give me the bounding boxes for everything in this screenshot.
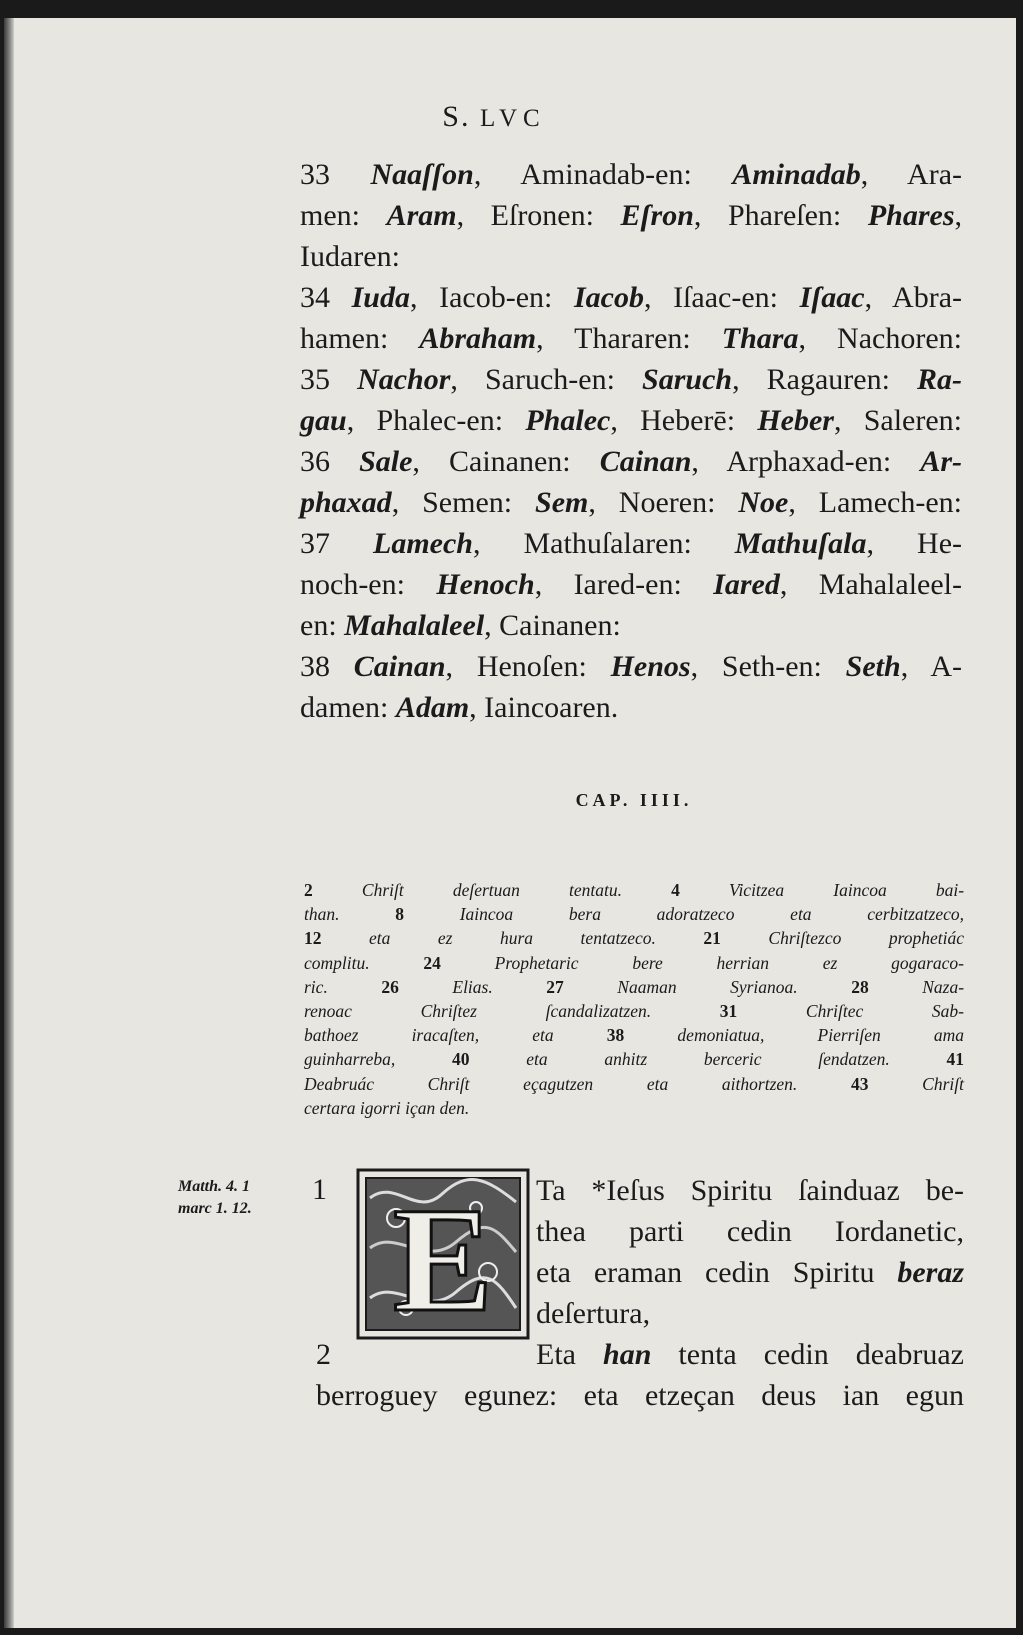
- summary-run: complitu.: [304, 952, 424, 973]
- text-run: Thara: [721, 322, 799, 355]
- text-line: [300, 564, 962, 605]
- text-run: , Iſaac-en:: [643, 281, 800, 314]
- book-page: [4, 18, 1016, 1628]
- text-run: , Cainanen:: [412, 445, 600, 478]
- text-run: , Seth-en:: [690, 650, 846, 683]
- text-line: [300, 400, 962, 441]
- verse-line: [536, 1170, 964, 1211]
- chapter-heading: CAP. IIII.: [575, 790, 693, 810]
- text-run: , Iaincoaren.: [469, 691, 619, 724]
- summary-line: [304, 926, 964, 950]
- text-line: [300, 277, 962, 318]
- text-run: , Phalec-en:: [346, 404, 526, 437]
- summary-run: 38: [606, 1025, 678, 1046]
- summary-run: bathoez iracaſten, eta: [304, 1025, 607, 1046]
- text-run: Aram: [386, 199, 457, 232]
- verse-run: Eta: [536, 1338, 604, 1371]
- summary-line: [304, 951, 964, 975]
- text-run: , Lamech-en:: [788, 486, 962, 519]
- summary-run: demoniatua, Pierriſen ama: [677, 1025, 965, 1046]
- text-run: Iudaren:: [300, 240, 400, 273]
- text-run: , Saleren:: [833, 404, 963, 437]
- margin-note-line: marc 1. 12.: [178, 1200, 252, 1217]
- summary-run: Elias.: [452, 976, 547, 997]
- text-run: , Iacob-en:: [409, 281, 574, 314]
- verse-number-2: 2: [316, 1338, 331, 1371]
- text-run: ,: [954, 199, 962, 232]
- text-run: , Abra-: [864, 281, 962, 314]
- summary-run: 26: [381, 976, 453, 997]
- verse-2-second-line: [316, 1375, 964, 1416]
- summary-run: 31: [719, 1001, 806, 1022]
- text-run: Mahalaleel: [344, 609, 485, 642]
- text-run: Noe: [738, 486, 789, 519]
- page-binding-edge: [4, 18, 14, 1628]
- text-run: Phalec: [525, 404, 611, 437]
- verse-run: deſertura,: [536, 1297, 651, 1330]
- summary-run: 4: [671, 880, 730, 900]
- text-line: [300, 687, 962, 728]
- summary-run: guinharreba,: [304, 1049, 452, 1070]
- running-header: [304, 100, 684, 134]
- summary-run: 2: [304, 880, 362, 900]
- summary-run: Deabruác Chriſt eçagutzen eta aithortzen.: [304, 1073, 851, 1094]
- text-run: , Phareſen:: [693, 199, 868, 232]
- summary-run: renoac Chriſtez ſcandalizatzen.: [304, 1001, 720, 1022]
- text-run: Eſron: [620, 199, 694, 232]
- text-line: [300, 195, 962, 236]
- summary-run: 27: [546, 976, 618, 997]
- text-line: [300, 646, 962, 687]
- text-run: , Ragauren:: [732, 363, 918, 396]
- text-run: , Henoſen:: [445, 650, 611, 683]
- header-prefix: S.: [442, 100, 471, 133]
- text-run: Sem: [535, 486, 589, 519]
- text-run: en:: [300, 609, 345, 642]
- summary-run: Naza-: [922, 976, 965, 997]
- summary-run: 41: [946, 1049, 964, 1070]
- text-line: [300, 441, 962, 482]
- summary-line: [304, 1096, 964, 1120]
- summary-line: [304, 1047, 964, 1071]
- text-run: 35: [300, 363, 358, 396]
- text-run: 37: [300, 527, 374, 560]
- summary-run: Naaman Syrianoa.: [617, 976, 852, 997]
- text-run: Adam: [395, 691, 470, 724]
- text-run: , Semen:: [391, 486, 536, 519]
- text-run: gau: [300, 404, 347, 437]
- margin-cross-reference: [178, 1176, 296, 1220]
- verse-run: Ta *Ieſus Spiritu ſainduaz be-: [536, 1174, 964, 1207]
- summary-run: than.: [304, 904, 396, 925]
- summary-line: [304, 999, 964, 1023]
- text-run: Nachor: [357, 363, 451, 396]
- text-run: Iacob: [573, 281, 644, 314]
- text-run: , Nachoren:: [798, 322, 962, 355]
- text-run: Ar-: [920, 445, 962, 478]
- margin-note-line: Matth. 4. 1: [178, 1178, 251, 1195]
- summary-run: 43: [850, 1073, 923, 1094]
- text-run: , Eſronen:: [456, 199, 621, 232]
- dropcap-letter: E: [392, 1177, 494, 1340]
- text-run: Heber: [757, 404, 834, 437]
- text-run: Iared: [713, 568, 780, 601]
- summary-run: eta anhitz berceric ſendatzen.: [526, 1049, 947, 1070]
- text-line: [300, 359, 962, 400]
- text-run: , Aminadab-en:: [473, 158, 733, 191]
- summary-run: 12: [304, 928, 370, 949]
- text-run: , Arphaxad-en:: [691, 445, 921, 478]
- header-title: LVC: [479, 105, 546, 132]
- chapter-summary: [304, 878, 964, 1120]
- verse-number-1: 1: [312, 1173, 327, 1206]
- genealogy-passage: [300, 154, 962, 728]
- ornament-initial-icon: [356, 1168, 530, 1340]
- text-run: Cainan: [599, 445, 692, 478]
- text-run: , Thararen:: [536, 322, 722, 355]
- text-line: [300, 154, 962, 195]
- text-run: Lamech: [373, 527, 473, 560]
- summary-run: Chriſtec Sab-: [805, 1001, 964, 1022]
- text-run: 33: [300, 158, 371, 191]
- text-run: Ra-: [917, 363, 963, 396]
- text-run: Aminadab: [732, 158, 861, 191]
- text-line: [300, 605, 962, 646]
- verse-run: beraz: [897, 1256, 964, 1289]
- summary-line: [304, 975, 964, 999]
- summary-run: certara igorri içan den.: [304, 1097, 470, 1118]
- text-run: Henos: [610, 650, 691, 683]
- verse-line: [536, 1211, 964, 1252]
- text-run: Mathuſala: [734, 527, 867, 560]
- text-run: , Saruch-en:: [450, 363, 643, 396]
- summary-run: Chriſtezco prophetiác: [768, 928, 965, 949]
- text-run: Sale: [359, 445, 413, 478]
- summary-run: Prophetaric bere herrian ez gogaraco-: [494, 952, 964, 973]
- verse-run: thea parti cedin Iordanetic,: [536, 1215, 964, 1248]
- text-run: Saruch: [642, 363, 733, 396]
- verse-1-text: [536, 1170, 964, 1334]
- text-run: , Mahalaleel-: [779, 568, 962, 601]
- summary-run: Chriſt: [922, 1073, 964, 1094]
- verse-run: eta eraman cedin Spiritu: [536, 1256, 898, 1289]
- summary-line: [304, 902, 964, 926]
- summary-line: [304, 1072, 964, 1096]
- text-run: 34: [300, 281, 352, 314]
- text-run: 36: [300, 445, 360, 478]
- text-run: Phares: [867, 199, 955, 232]
- text-run: 38: [300, 650, 354, 683]
- text-run: men:: [300, 199, 387, 232]
- text-run: phaxad: [300, 486, 392, 519]
- summary-run: 24: [423, 952, 495, 973]
- text-run: , A-: [900, 650, 962, 683]
- text-run: Abraham: [419, 322, 537, 355]
- text-run: Naaſſon: [370, 158, 474, 191]
- text-line: [300, 482, 962, 523]
- summary-run: 40: [451, 1049, 527, 1070]
- text-run: noch-en:: [300, 568, 437, 601]
- decorated-initial: [356, 1168, 530, 1340]
- summary-run: ric.: [304, 976, 382, 997]
- text-line: [300, 523, 962, 564]
- summary-run: Chriſt deſertuan tentatu.: [361, 880, 672, 900]
- summary-run: 28: [851, 976, 923, 997]
- verse-run: berroguey egunez: eta etzeçan deus ian egun: [316, 1379, 964, 1412]
- text-line: [300, 236, 962, 277]
- summary-run: Vicitzea Iaincoa bai-: [729, 880, 965, 900]
- text-run: , Mathuſalaren:: [473, 527, 735, 560]
- summary-run: 21: [703, 928, 769, 949]
- summary-line: [304, 878, 964, 902]
- summary-run: 8: [395, 904, 460, 925]
- verse-line: [536, 1293, 964, 1334]
- text-run: hamen:: [300, 322, 420, 355]
- text-run: , Noeren:: [588, 486, 739, 519]
- text-run: , He-: [866, 527, 962, 560]
- verse-run: han: [603, 1338, 652, 1371]
- text-run: Henoch: [436, 568, 535, 601]
- text-run: Cainan: [353, 650, 446, 683]
- verse-run: tenta cedin deabruaz: [651, 1338, 964, 1371]
- summary-line: [304, 1023, 964, 1047]
- verse-2-first-line: [536, 1334, 964, 1375]
- summary-run: eta ez hura tentatzeco.: [369, 928, 704, 949]
- verse-line: [536, 1252, 964, 1293]
- text-run: Iſaac: [799, 281, 865, 314]
- text-run: , Heberē:: [610, 404, 758, 437]
- text-run: , Cainanen:: [484, 609, 621, 642]
- text-line: [300, 318, 962, 359]
- text-run: damen:: [300, 691, 396, 724]
- text-run: Seth: [845, 650, 901, 683]
- summary-run: Iaincoa bera adoratzeco eta cerbitzatzeco,: [459, 904, 964, 925]
- text-run: Iuda: [351, 281, 410, 314]
- text-run: , Ara-: [860, 158, 963, 191]
- text-run: , Iared-en:: [534, 568, 714, 601]
